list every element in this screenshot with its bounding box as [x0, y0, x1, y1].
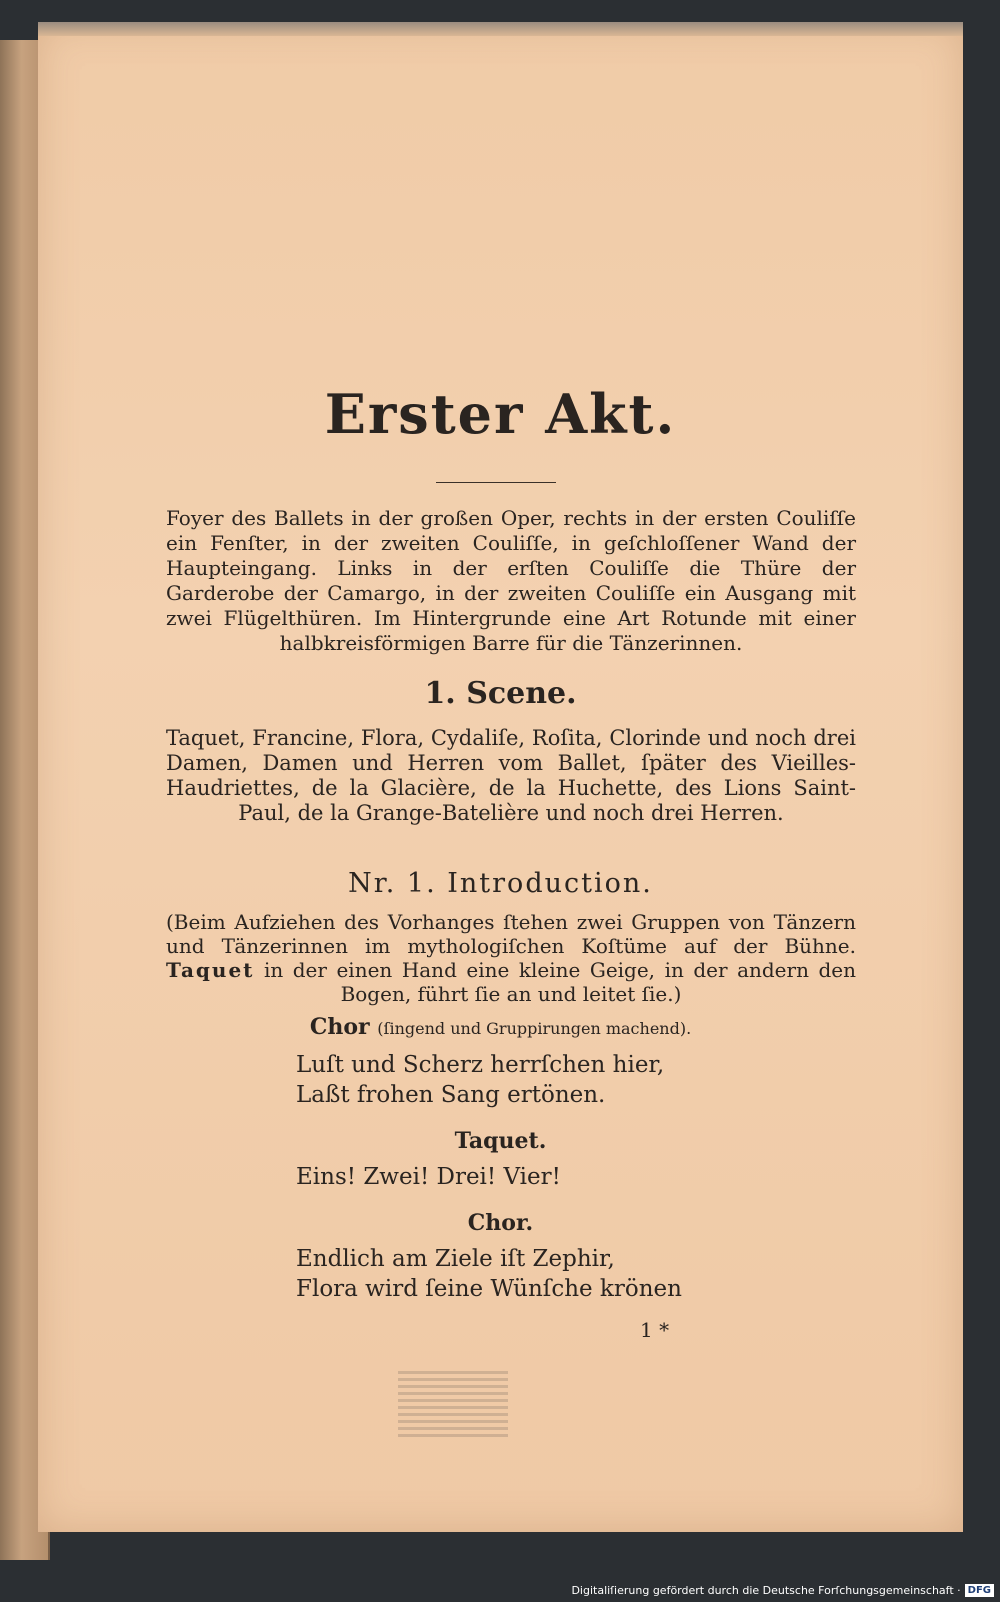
cast-list: Taquet, Francine, Flora, Cydaliſe, Roſita, Clorinde und noch drei Damen, Damen und Herren vom Ballet, ſpäter des Vieilles-Haudriettes, de la Glacière, de la Huchette, des Lions Saint-Paul, de la Grange-Batelière und noch drei Herren.	[166, 726, 856, 825]
page-top-edge	[38, 22, 963, 36]
footer-text: Digitaliſierung gefördert durch die Deutsche Forſchungsgemeinschaft ·	[571, 1583, 961, 1597]
chor2-verse-1: Endlich am Ziele iſt Zephir,	[296, 1246, 615, 1272]
chor1-note: (ſingend und Gruppirungen machend).	[377, 1019, 692, 1038]
chor2-speaker: Chor.	[467, 1210, 534, 1236]
dfg-logo: DFG	[965, 1584, 994, 1597]
chor1-speaker-line	[38, 1014, 963, 1040]
scene-heading: 1. Scene.	[424, 676, 577, 711]
title-rule	[436, 482, 556, 483]
act-title: Erster Akt.	[324, 382, 677, 446]
direction-prefix: (Beim Aufziehen des Vorhanges ſtehen zwei Gruppen von Tänzern und Tänzerinnen im mythologiſchen Koſtüme auf der Bühne.	[166, 910, 856, 958]
book-page	[38, 22, 963, 1532]
footer	[571, 1580, 994, 1600]
stage-direction	[166, 910, 856, 1006]
taquet-verse: Eins! Zwei! Drei! Vier!	[296, 1164, 561, 1190]
chor2-verse-2: Flora wird ſeine Wünſche krönen	[296, 1276, 682, 1302]
signature-mark: 1 *	[640, 1318, 670, 1342]
stage-description: Foyer des Ballets in der großen Oper, rechts in der ersten Couliſſe ein Fenſter, in der zweiten Couliſſe, in geſchloſſener Wand der Haupteingang. Links in der erſten Couliſſe die Thüre der Garderobe der Camargo, in der zweiten Couliſſe ein Ausgang mit zwei Flügelthüren. Im Hintergrunde eine Art Rotunde mit einer halbkreisförmigen Barre für die Tänzerinnen.	[166, 506, 856, 655]
direction-name: Taquet	[166, 958, 255, 982]
direction-suffix: in der einen Hand eine kleine Geige, in der andern den Bogen, führt ſie an und leitet ſie.)	[263, 958, 857, 1006]
taquet-speaker: Taquet.	[454, 1128, 547, 1154]
chor1-speaker: Chor	[309, 1014, 370, 1040]
chor1-verse-1: Luſt und Scherz herrſchen hier,	[296, 1052, 665, 1078]
library-stamp	[398, 1367, 508, 1437]
chor1-verse-2: Laßt frohen Sang ertönen.	[296, 1082, 606, 1108]
number-heading: Nr. 1. Introduction.	[348, 868, 653, 899]
